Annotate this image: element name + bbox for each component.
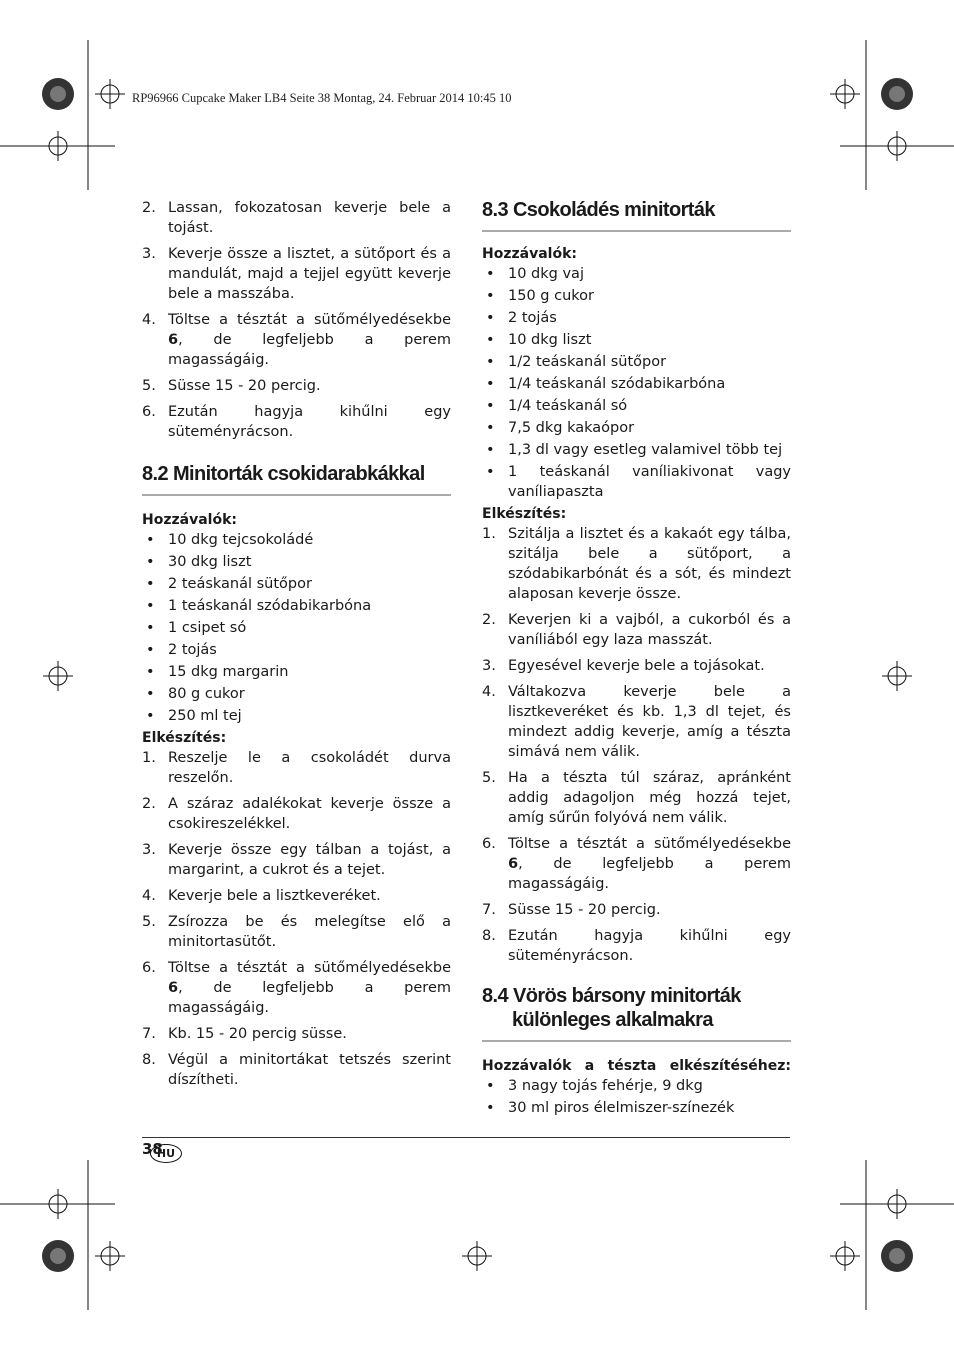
footer-rule [142,1137,790,1138]
list-item: • 7,5 dkg kakaópor [482,418,791,438]
list-item: 8. Ezután hagyja kihűlni egy süteményrácson. [482,928,791,964]
list-item: 4. Váltakozva keverje bele a lisztkeveréket és kb. 1,3 dl tejet, és mindezt addig keverje, amíg a tészta simává nem válik. [482,684,791,760]
list-item: • 2 tojás [482,308,791,328]
list-item: 2. Lassan, fokozatosan keverje bele a tojást. [142,200,451,236]
list-item: • 1/2 teáskanál sütőpor [482,352,791,372]
list-item: 3. Keverje össze egy tálban a tojást, a margarint, a cukrot és a tejet. [142,842,451,878]
list-item: 3. Keverje össze a lisztet, a sütőport és a mandulát, majd a tejjel együtt keverje bele a masszába. [142,246,451,302]
list-item: • 2 teáskanál sütőpor [142,574,451,594]
list-item: 8. Végül a minitortákat tetszés szerint díszítheti. [142,1052,451,1088]
list-item: 5. Ha a tészta túl száraz, apránként addig adagoljon még hozzá tejet, amíg sűrűn folyóvá nem válik. [482,770,791,826]
list-item: • 1 teáskanál vaníliakivonat vagy vaníliapaszta [482,462,791,502]
section-title-8-3: 8.3 Csokoládés minitorták [482,198,791,232]
list-item: 7. Süsse 15 - 20 percig. [482,902,661,918]
list-item: 3. Egyesével keverje bele a tojásokat. [482,658,765,674]
list-item: • 10 dkg tejcsokoládé [142,530,451,550]
list-item: • 30 ml piros élelmiszer-színezék [482,1098,791,1118]
ingredients-label: Hozzávalók: [142,512,237,528]
list-item: • 10 dkg liszt [482,330,791,350]
list-item: • 3 nagy tojás fehérje, 9 dkg [482,1076,791,1096]
list-item: • 2 tojás [142,640,451,660]
list-item: 1. Reszelje le a csokoládét durva reszelőn. [142,750,451,786]
preparation-label: Elkészítés: [482,506,567,522]
preparation-label: Elkészítés: [142,730,227,746]
right-column [482,198,791,1120]
ingredients-label: Hozzávalók a tészta elkészítéséhez: [482,1058,791,1074]
list-item: • 15 dkg margarin [142,662,451,682]
preparation-steps [482,524,791,966]
continued-steps [142,198,451,442]
list-item: 2. Keverjen ki a vajból, a cukorból és a vaníliából egy laza masszát. [482,612,791,648]
list-item: • 150 g cukor [482,286,791,306]
list-item: • 1 csipet só [142,618,451,638]
ingredients-label: Hozzávalók: [482,246,577,262]
list-item: • 30 dkg liszt [142,552,451,572]
list-item: • 10 dkg vaj [482,264,791,284]
list-item: 6. Töltse a tésztát a sütőmélyedésekbe 6, de legfeljebb a perem magasságáig. [142,960,451,1016]
list-item: 5. Zsírozza be és melegítse elő a minitortasütőt. [142,914,451,950]
list-item: 6. Ezután hagyja kihűlni egy süteményrácson. [142,404,451,440]
print-slug: RP96966 Cupcake Maker LB4 Seite 38 Montag, 24. Februar 2014 10:45 10 [132,91,512,105]
list-item: 7. Kb. 15 - 20 percig süsse. [142,1026,347,1042]
list-item: • 1/4 teáskanál szódabikarbóna [482,374,791,394]
list-item: • 1/4 teáskanál só [482,396,791,416]
list-item: 2. A száraz adalékokat keverje össze a csokireszelékkel. [142,796,451,832]
section-title-8-2: 8.2 Minitorták csokidarabkákkal [142,462,451,496]
ingredients-list [482,264,791,502]
section-title-8-4: 8.4 Vörös bársony minitorták különleges alkalmakra [482,984,791,1042]
list-item: • 1,3 dl vagy esetleg valamivel több tej [482,440,791,460]
left-column [142,198,451,1096]
list-item: 5. Süsse 15 - 20 percig. [142,378,321,394]
list-item: 4. Keverje bele a lisztkeveréket. [142,888,381,904]
list-item: 4. Töltse a tésztát a sütőmélyedésekbe 6, de legfeljebb a perem magasságáig. [142,312,451,368]
page-number: 38 [142,1140,163,1158]
list-item: • 1 teáskanál szódabikarbóna [142,596,451,616]
list-item: • 250 ml tej [142,706,451,726]
preparation-steps [142,748,451,1090]
list-item: 1. Szitálja a lisztet és a kakaót egy tálba, szitálja bele a sütőport, a szódabikarbónát és a sót, és mindezt alaposan keverje össze. [482,526,791,602]
language-badge: HU [150,1144,182,1163]
ingredients-list [142,530,451,726]
list-item: 6. Töltse a tésztát a sütőmélyedésekbe 6, de legfeljebb a perem magasságáig. [482,836,791,892]
ingredients-list [482,1076,791,1118]
list-item: • 80 g cukor [142,684,451,704]
